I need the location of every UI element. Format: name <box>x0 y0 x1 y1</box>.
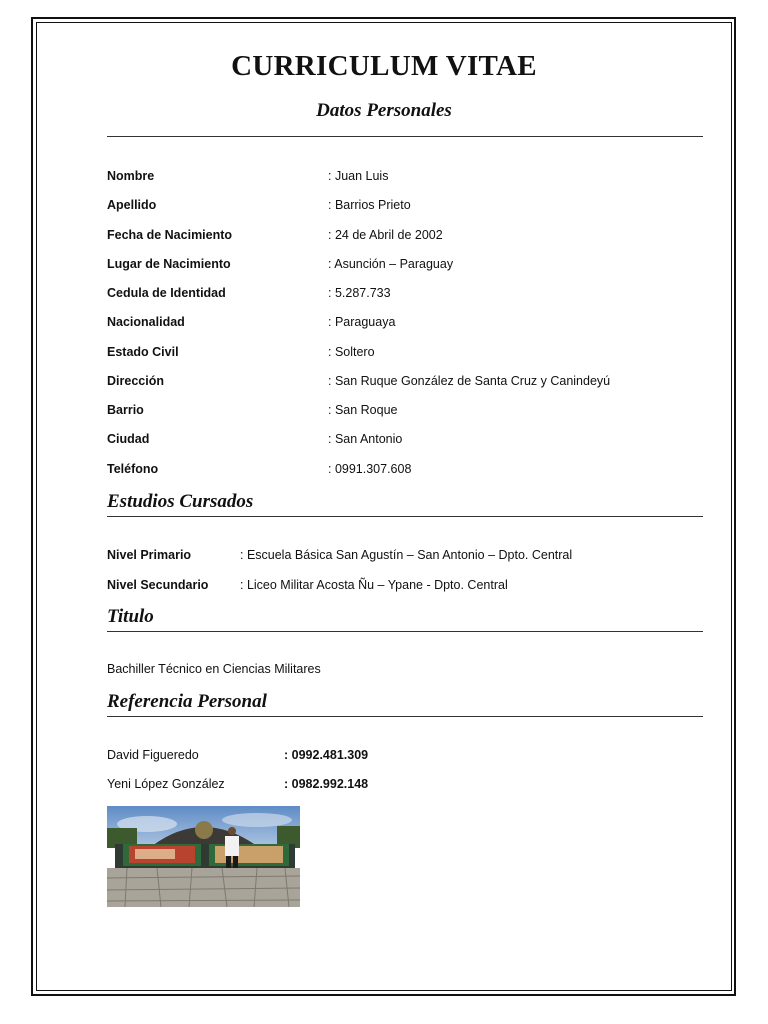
field-value-nacionalidad: : Paraguaya <box>328 315 396 329</box>
field-label-apellido: Apellido <box>107 198 157 212</box>
field-value-apellido: : Barrios Prieto <box>328 198 411 212</box>
reference-name-1: David Figueredo <box>107 748 199 762</box>
field-value-estado-civil: : Soltero <box>328 345 375 359</box>
divider-studies <box>107 516 703 517</box>
study-value-secundario: : Liceo Militar Acosta Ñu – Ypane - Dpto. Central <box>240 578 508 592</box>
field-label-telefono: Teléfono <box>107 462 159 476</box>
study-label-primario: Nivel Primario <box>107 548 192 562</box>
reference-phone-1: : 0992.481.309 <box>284 748 369 762</box>
field-value-telefono: : 0991.307.608 <box>328 462 412 476</box>
reference-phone-2: : 0982.992.148 <box>284 777 369 791</box>
photo-illustration <box>107 806 300 907</box>
personal-photo <box>107 806 300 907</box>
field-value-fecha-nacimiento: : 24 de Abril de 2002 <box>328 228 443 242</box>
field-value-nombre: : Juan Luis <box>328 169 389 183</box>
field-label-barrio: Barrio <box>107 403 144 417</box>
field-label-fecha-nacimiento: Fecha de Nacimiento <box>107 228 233 242</box>
field-label-nacionalidad: Nacionalidad <box>107 315 185 329</box>
document-title: CURRICULUM VITAE <box>231 50 537 82</box>
titulo-text: Bachiller Técnico en Ciencias Militares <box>107 662 321 676</box>
personal-data-heading: Datos Personales <box>316 100 452 121</box>
field-value-direccion: : San Ruque González de Santa Cruz y Canindeyú <box>328 374 611 388</box>
studies-heading: Estudios Cursados <box>107 491 254 512</box>
study-value-primario: : Escuela Básica San Agustín – San Antonio – Dpto. Central <box>240 548 573 562</box>
field-value-ciudad: : San Antonio <box>328 432 403 446</box>
divider-titulo <box>107 631 703 632</box>
field-label-ciudad: Ciudad <box>107 432 150 446</box>
titulo-heading: Titulo <box>107 606 154 627</box>
field-label-lugar-nacimiento: Lugar de Nacimiento <box>107 257 231 271</box>
field-value-cedula: : 5.287.733 <box>328 286 391 300</box>
reference-name-2: Yeni López González <box>107 777 225 791</box>
divider-references <box>107 716 703 717</box>
field-label-direccion: Dirección <box>107 374 164 388</box>
field-label-cedula: Cedula de Identidad <box>107 286 226 300</box>
field-value-lugar-nacimiento: : Asunción – Paraguay <box>328 257 454 271</box>
field-value-barrio: : San Roque <box>328 403 398 417</box>
references-heading: Referencia Personal <box>107 691 267 712</box>
field-label-nombre: Nombre <box>107 169 155 183</box>
divider-personal <box>107 136 703 137</box>
field-label-estado-civil: Estado Civil <box>107 345 179 359</box>
study-label-secundario: Nivel Secundario <box>107 578 209 592</box>
